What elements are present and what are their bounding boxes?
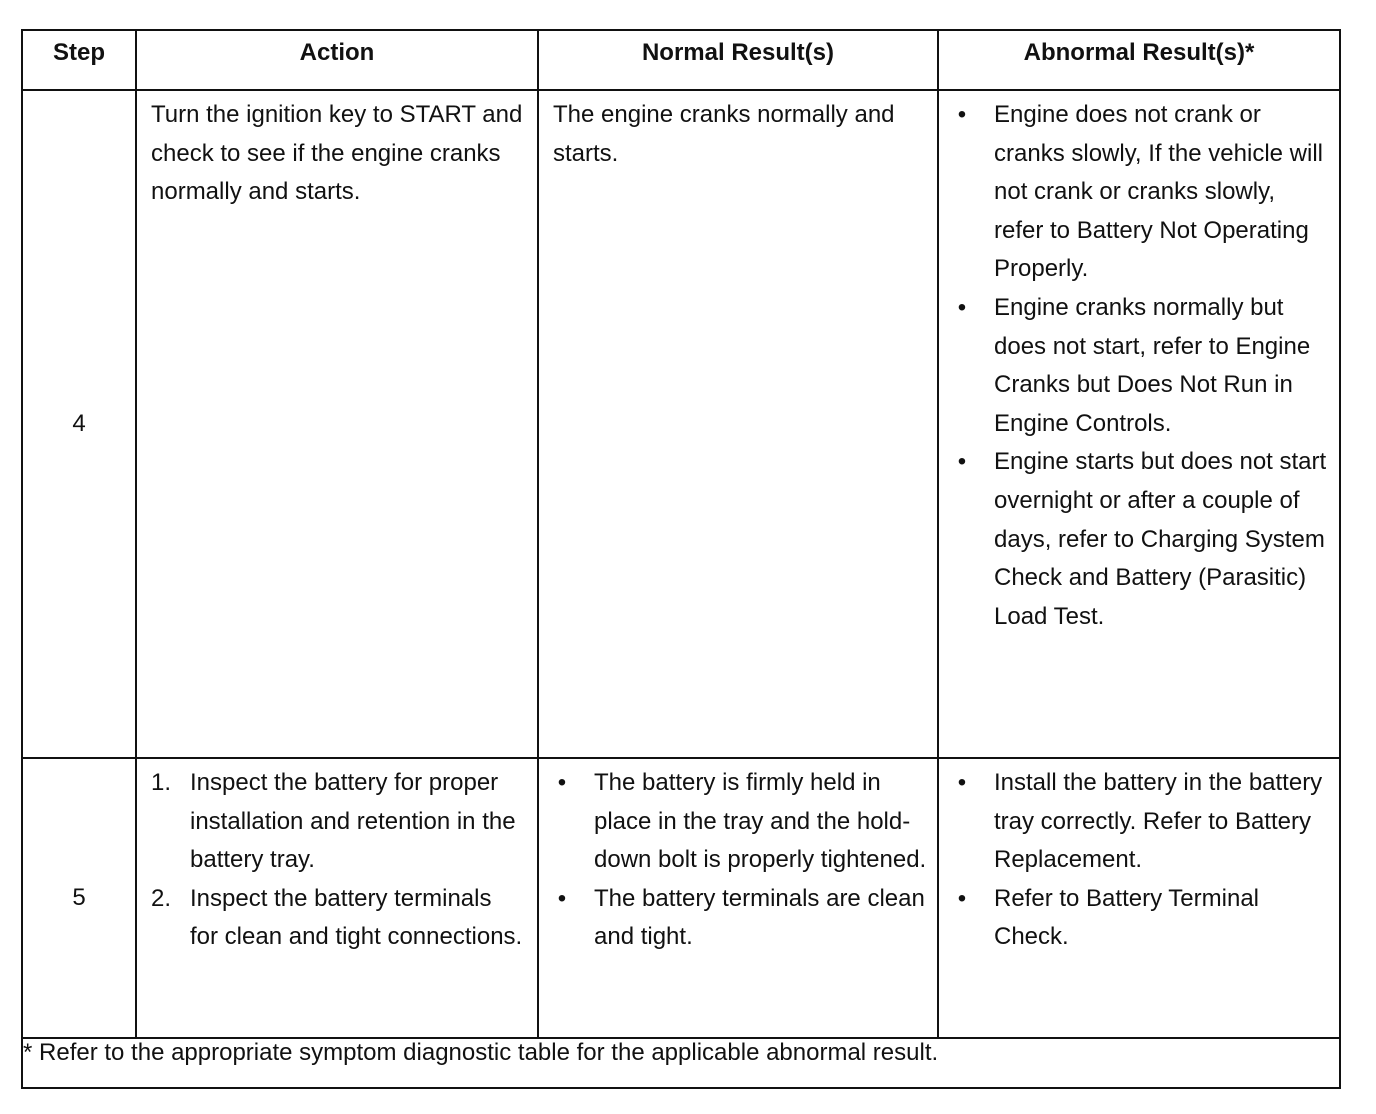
header-step: Step [22, 30, 136, 90]
abnormal-result-cell [938, 758, 1340, 1038]
list-item: 2. Inspect the battery terminals for clean and tight connections. [151, 884, 523, 951]
header-row [22, 30, 1340, 90]
abnormal-result-list [953, 96, 1329, 636]
list-item: 1. Inspect the battery for proper installation and retention in the battery tray. [151, 769, 516, 874]
normal-result-text: The engine cranks normally and starts. [553, 101, 895, 167]
action-text: Turn the ignition key to START and check to see if the engine cranks normally and starts. [151, 101, 523, 206]
action-steps-list [151, 764, 523, 957]
step-number: 5 [22, 758, 136, 1038]
step-number: 4 [22, 90, 136, 758]
list-item: • Engine starts but does not start overnight or after a couple of days, refer to Charging System Check and Battery (Parasitic) Load Test. [957, 448, 1327, 630]
list-item: • Engine does not crank or cranks slowly, If the vehicle will not crank or cranks slowly, refer to Battery Not Operating Properly. [957, 101, 1323, 283]
header-action: Action [136, 30, 538, 90]
normal-result-cell [538, 90, 938, 758]
list-item: • Engine cranks normally but does not start, refer to Engine Cranks but Does Not Run in Engine Controls. [957, 293, 1311, 437]
header-abnormal-results: Abnormal Result(s)* [938, 30, 1340, 90]
normal-result-cell [538, 758, 938, 1038]
list-item: • Refer to Battery Terminal Check. [957, 884, 1259, 951]
action-cell [136, 758, 538, 1038]
normal-result-list [553, 764, 927, 957]
footnote-row [22, 1038, 1340, 1088]
list-item: • The battery terminals are clean and tight. [557, 884, 925, 951]
diagnostic-table [21, 29, 1341, 1089]
action-cell [136, 90, 538, 758]
table-row [22, 758, 1340, 1038]
abnormal-result-cell [938, 90, 1340, 758]
list-item: • The battery is firmly held in place in the tray and the hold-down bolt is properly tightened. [557, 769, 927, 874]
table-row [22, 90, 1340, 758]
header-normal-results: Normal Result(s) [538, 30, 938, 90]
list-item: • Install the battery in the battery tray correctly. Refer to Battery Replacement. [957, 769, 1323, 874]
footnote: * Refer to the appropriate symptom diagnostic table for the applicable abnormal result. [22, 1038, 1340, 1088]
abnormal-result-list [953, 764, 1329, 957]
